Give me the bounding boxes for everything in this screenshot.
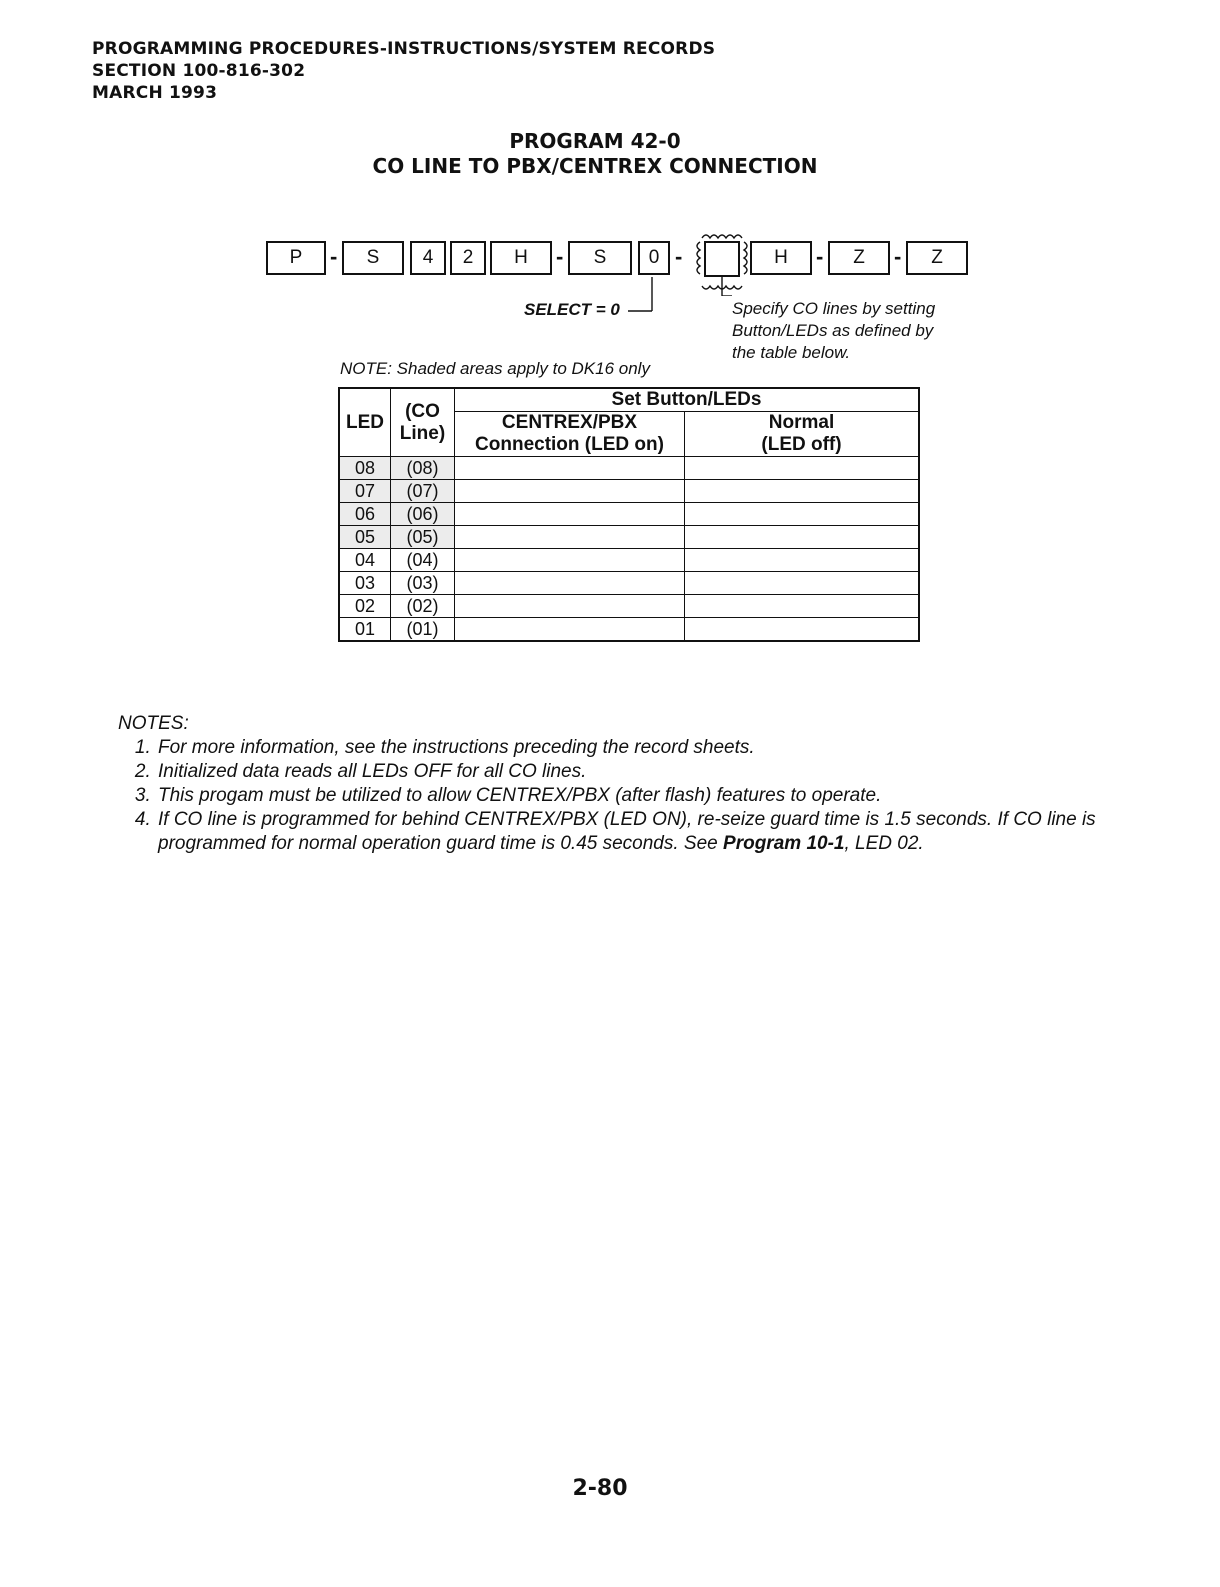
note-4-text-b: , LED 02. xyxy=(844,833,924,854)
led-cell: 04 xyxy=(339,549,391,572)
note-4-text-a: If CO line is programmed for behind CENTREX/PBX (LED ON), re-seize guard time is 1.5 seconds. If CO line is programmed for normal operation guard time is 0.45 seconds. See xyxy=(158,809,1096,854)
col-co-line-1: (CO xyxy=(405,400,440,422)
led-cell: 06 xyxy=(339,503,391,526)
key-box: H xyxy=(750,241,812,275)
key-box: S xyxy=(568,241,632,275)
header-line-2: SECTION 100-816-302 xyxy=(92,61,306,81)
co-line-cell: (02) xyxy=(391,595,455,618)
co-line-cell: (04) xyxy=(391,549,455,572)
note-item xyxy=(156,808,1156,856)
normal-cell[interactable] xyxy=(685,503,920,526)
key-box: P xyxy=(266,241,326,275)
col-led-header: LED xyxy=(339,388,391,457)
co-line-cell: (03) xyxy=(391,572,455,595)
note-item: 2. Initialized data reads all LEDs OFF for all CO lines. xyxy=(156,760,1156,784)
table-row xyxy=(339,503,919,526)
normal-cell[interactable] xyxy=(685,595,920,618)
normal-cell[interactable] xyxy=(685,457,920,480)
header-line-3: MARCH 1993 xyxy=(92,83,218,103)
table-row xyxy=(339,595,919,618)
document-header xyxy=(92,38,715,104)
led-table xyxy=(338,387,920,642)
program-subtitle: CO LINE TO PBX/CENTREX CONNECTION xyxy=(372,154,818,178)
centrex-cell[interactable] xyxy=(455,549,685,572)
program-title: PROGRAM 42-0 xyxy=(509,129,681,153)
centrex-cell[interactable] xyxy=(455,595,685,618)
key-dash: - xyxy=(556,244,564,269)
led-cell: 02 xyxy=(339,595,391,618)
specify-line-2: Button/LEDs as defined by xyxy=(732,321,934,340)
led-burst-icon xyxy=(694,224,750,296)
program-reference: Program 10-1 xyxy=(723,833,845,854)
co-line-cell: (07) xyxy=(391,480,455,503)
select-label: SELECT = 0 xyxy=(524,300,620,319)
co-line-cell: (01) xyxy=(391,618,455,642)
key-box: 4 xyxy=(410,241,446,275)
normal-cell[interactable] xyxy=(685,549,920,572)
notes-heading: NOTES: xyxy=(118,713,189,734)
centrex-cell[interactable] xyxy=(455,457,685,480)
header-line-1: PROGRAMMING PROCEDURES-INSTRUCTIONS/SYSTEM RECORDS xyxy=(92,39,716,59)
normal-cell[interactable] xyxy=(685,618,920,642)
col-centrex-line-1: CENTREX/PBX xyxy=(501,412,638,433)
centrex-cell[interactable] xyxy=(455,480,685,503)
col-co-line-header xyxy=(391,388,455,457)
notes-section xyxy=(118,712,1156,856)
key-box: Z xyxy=(828,241,890,275)
led-cell: 08 xyxy=(339,457,391,480)
table-row xyxy=(339,480,919,503)
table-row xyxy=(339,549,919,572)
led-cell: 01 xyxy=(339,618,391,642)
led-cell: 07 xyxy=(339,480,391,503)
key-dash: - xyxy=(675,244,683,269)
col-normal-header xyxy=(685,412,920,457)
table-row xyxy=(339,457,919,480)
set-button-leds-header: Set Button/LEDs xyxy=(455,388,920,412)
normal-cell[interactable] xyxy=(685,572,920,595)
co-line-cell: (06) xyxy=(391,503,455,526)
col-co-line-2: Line) xyxy=(399,422,446,444)
key-dash: - xyxy=(816,244,824,269)
select-pointer-icon xyxy=(626,275,662,315)
col-centrex-line-2: Connection (LED on) xyxy=(475,434,664,455)
col-normal-line-2: (LED off) xyxy=(761,434,842,455)
shaded-areas-note: NOTE: Shaded areas apply to DK16 only xyxy=(340,359,650,378)
key-box: 0 xyxy=(638,241,670,275)
specify-line-1: Specify CO lines by setting xyxy=(732,299,936,318)
co-line-cell: (05) xyxy=(391,526,455,549)
table-row xyxy=(339,572,919,595)
centrex-cell[interactable] xyxy=(455,572,685,595)
led-cell: 03 xyxy=(339,572,391,595)
key-dash: - xyxy=(894,244,902,269)
page-number: 2-80 xyxy=(572,1476,628,1501)
co-line-cell: (08) xyxy=(391,457,455,480)
centrex-cell[interactable] xyxy=(455,503,685,526)
centrex-cell[interactable] xyxy=(455,526,685,549)
key-dash: - xyxy=(330,244,338,269)
table-row xyxy=(339,526,919,549)
note-item: 1. For more information, see the instructions preceding the record sheets. xyxy=(156,736,1156,760)
col-normal-line-1: Normal xyxy=(768,412,835,433)
specify-note xyxy=(732,298,935,364)
key-box: H xyxy=(490,241,552,275)
led-cell: 05 xyxy=(339,526,391,549)
normal-cell[interactable] xyxy=(685,526,920,549)
key-box: Z xyxy=(906,241,968,275)
normal-cell[interactable] xyxy=(685,480,920,503)
specify-line-3: the table below. xyxy=(732,343,851,362)
key-box: 2 xyxy=(450,241,486,275)
table-row xyxy=(339,618,919,642)
col-centrex-header xyxy=(455,412,685,457)
notes-list xyxy=(118,736,1156,856)
key-box: S xyxy=(342,241,404,275)
note-item: 3. This progam must be utilized to allow CENTREX/PBX (after flash) features to operate. xyxy=(156,784,1156,808)
centrex-cell[interactable] xyxy=(455,618,685,642)
